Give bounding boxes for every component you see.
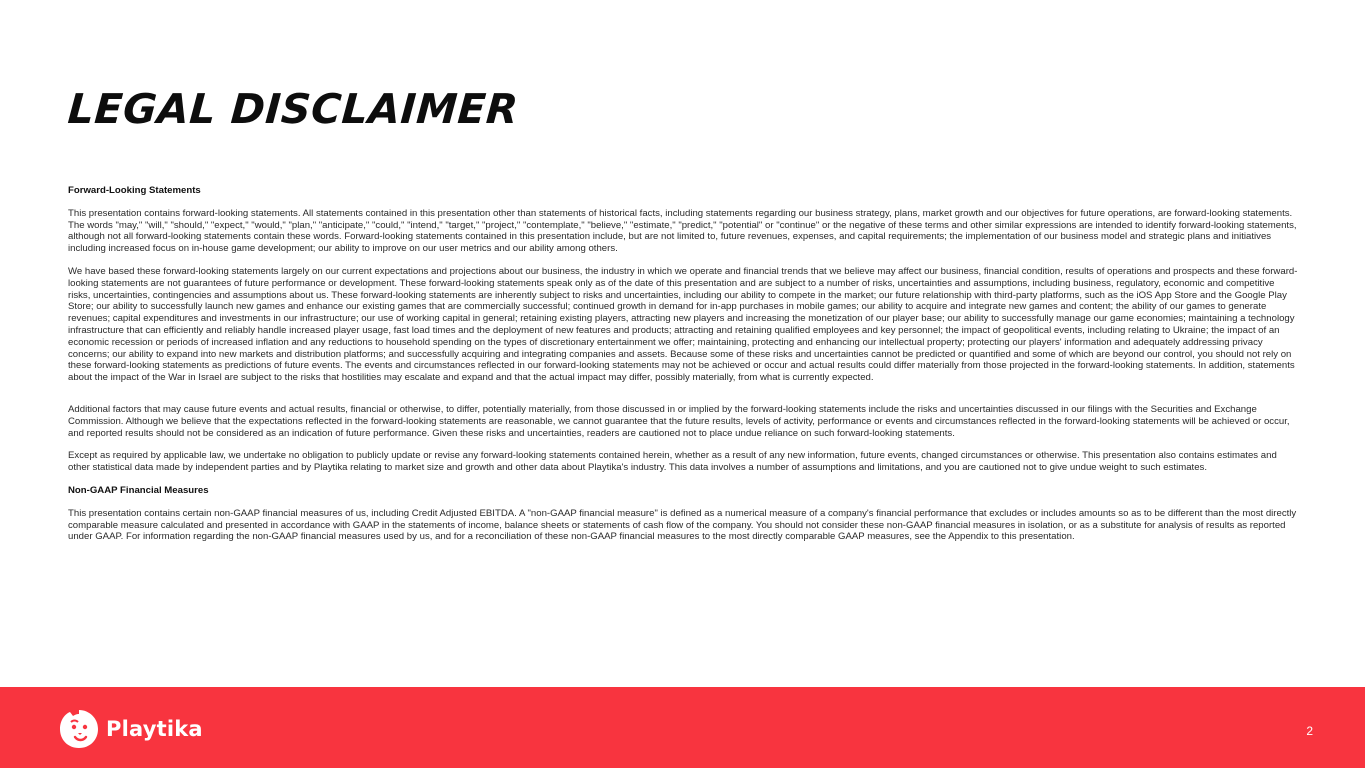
page-number: 2 <box>1306 724 1313 738</box>
non-gaap-paragraph: This presentation contains certain non-GAAP financial measures of us, including Credit Adjusted EBITDA. A "non-GAAP financial measure" is defined as a numerical measure of a company's financial performance that excludes or includes amounts so as to be different than the most directly comparable measure calculated and presented in accordance with GAAP in the statements of income, balance sheets or statements of cash flow of the company. You should not consider these non-GAAP financial measures in isolation, or as a substitute for analysis of results as reported under GAAP. For information regarding the non-GAAP financial measures used by us, and for a reconciliation of these non-GAAP financial measures to the most directly comparable GAAP measures, see the Appendix to this presentation. <box>68 507 1297 543</box>
footer-bar <box>0 687 1365 768</box>
disclaimer-body <box>68 185 1298 554</box>
forward-looking-paragraph-4: Except as required by applicable law, we undertake no obligation to publicly update or revise any forward-looking statements contained herein, whether as a result of any new information, future events, changed circumstances or otherwise. This presentation also contains estimates and other statistical data made by independent parties and by Playtika relating to market size and growth and other data about Playtika's industry. This data involves a number of assumptions and limitations, and you are cautioned not to give undue weight to such estimates. <box>68 450 1277 474</box>
forward-looking-paragraph-2: We have based these forward-looking statements largely on our current expectations and projections about our business, the industry in which we operate and financial trends that we believe may affect our business, financial condition, results of operations and prospects and these forward-looking statements are not guarantees of future performance or development. These forward-looking statements speak only as of the date of this presentation and are subject to a number of risks, uncertainties and assumptions, including business, regulatory, economic and competitive risks, uncertainties, contingencies and assumptions about us. These forward-looking statements are inherently subject to risks and uncertainties, including our ability to compete in the market; our future relationship with third-party platforms, such as the iOS App Store and the Google Play Store; our ability to successfully launch new games and enhance our existing games that are commercially successful; continued growth in demand for in-app purchases in mobile games; our ability to acquire and integrate new games and content; the ability of our games to generate revenues; capital expenditures and investments in our infrastructure; our use of working capital in general; retaining existing players, attracting new players and increasing the monetization of our player base; our ability to successfully manage our game economies; maintaining a technology infrastructure that can efficiently and reliably handle increased player usage, fast load times and the deployment of new features and products; attracting and retaining qualified employees and key personnel; the impact of geopolitical events, including relating to Ukraine; the impact of an economic recession or periods of increased inflation and any reductions to household spending on the types of discretionary entertainment we offer; maintaining, protecting and enhancing our intellectual property; protecting our players' information and adequately addressing privacy concerns; our ability to expand into new markets and distribution platforms; and successfully acquiring and integrating companies and assets. Because some of these risks and uncertainties cannot be predicted or quantified and some of which are beyond our control, you should not rely on these forward-looking statements as predictions of future events. The events and circumstances reflected in our forward-looking statements may not be achieved or occur and actual results could differ materially from those projected in the forward-looking statements. In addition, statements about the impact of the War in Israel are subject to the risks that hostilities may escalate and expand and that the actual impact may differ, possibly materially, from what is currently expected. <box>68 265 1298 384</box>
forward-looking-heading: Forward-Looking Statements <box>68 185 201 196</box>
cheetah-head-icon <box>58 708 100 750</box>
non-gaap-heading: Non-GAAP Financial Measures <box>68 484 209 496</box>
playtika-logo <box>58 708 203 750</box>
page-title: LEGAL DISCLAIMER <box>66 85 521 133</box>
forward-looking-paragraph-3: Additional factors that may cause future events and actual results, financial or otherwise, to differ, potentially materially, from those discussed in or implied by the forward-looking statements include the risks and uncertainties discussed in our filings with the Securities and Exchange Commission. Although we believe that the expectations reflected in the forward-looking statements are reasonable, we cannot guarantee that the future results, levels of activity, performance or events and circumstances reflected in the forward-looking statements will be achieved or occur, and reported results should not be considered as an indication of future performance. Given these risks and uncertainties, readers are cautioned not to place undue reliance on such forward-looking statements. <box>68 403 1290 439</box>
forward-looking-paragraph-1: This presentation contains forward-looking statements. All statements contained in this presentation other than statements of historical facts, including statements regarding our business strategy, plans, market growth and our objectives for future operations, are forward-looking statements. The words "may," "will," "should," "expect," "would," "plan," "anticipate," "could," "intend," "target," "project," "contemplate," "believe," "estimate," "predict," "potential" or "continue" or the negative of these terms and other similar expressions are intended to identify forward-looking statements, although not all forward-looking statements contain these words. Forward-looking statements contained in this presentation include, but are not limited to, future revenues, expenses, and capital requirements; the implementation of our business model and strategic plans and initiatives including increased focus on in-house game development; our ability to improve on our user metrics and our ability among others. <box>68 207 1297 255</box>
brand-name: Playtika <box>106 717 203 741</box>
